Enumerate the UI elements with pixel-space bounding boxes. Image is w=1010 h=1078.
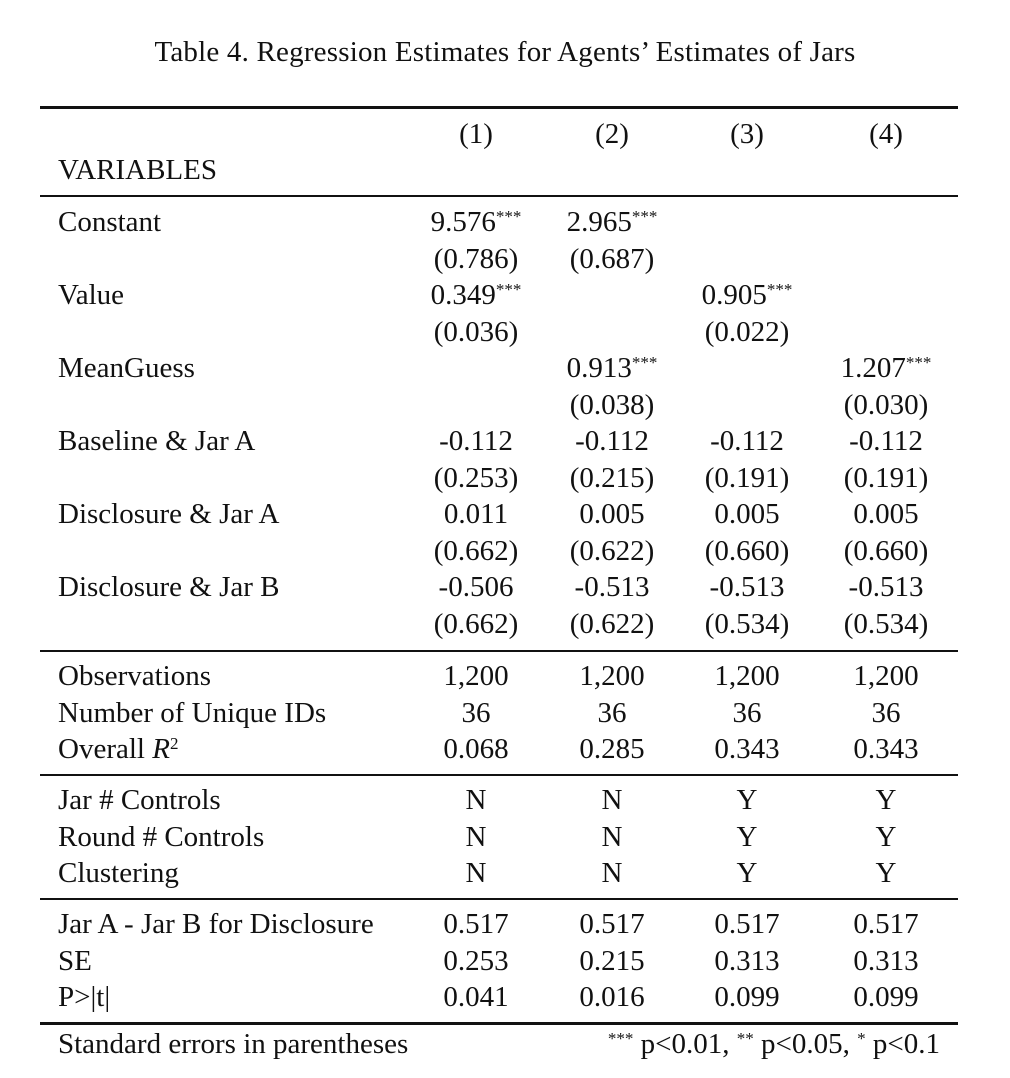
value-cell: 0.517 xyxy=(443,908,509,940)
standard-error-cell: (0.660) xyxy=(704,534,790,567)
row-label: Disclosure & Jar A xyxy=(58,498,280,530)
standard-error-cell: (0.030) xyxy=(843,388,929,421)
coefficient-cell: -0.112 xyxy=(710,425,784,457)
standard-error-cell: (0.622) xyxy=(569,607,655,640)
standard-error-cell: (0.253) xyxy=(433,461,519,494)
coefficient-cell: 0.011 xyxy=(443,498,509,530)
standard-error-cell: (0.660) xyxy=(843,534,929,567)
column-header-2: (2) xyxy=(595,118,629,150)
coefficient-cell: 0.005 xyxy=(714,498,780,530)
value-cell: 0.253 xyxy=(443,944,509,977)
value-cell: 0.313 xyxy=(714,944,780,977)
row-label: Jar # Controls xyxy=(58,784,221,816)
footnote-standard-errors: Standard errors in parentheses xyxy=(58,1028,409,1060)
value-cell: 0.517 xyxy=(714,908,780,940)
bottom-rule xyxy=(40,1022,958,1025)
coefficient-cell: 0.005 xyxy=(579,498,645,530)
row-label: Clustering xyxy=(58,857,179,889)
value-cell: Y xyxy=(736,784,758,816)
footnote-stars: *** xyxy=(607,1029,634,1048)
value-cell: 0.068 xyxy=(443,733,509,765)
value-cell: Y xyxy=(736,857,758,889)
standard-error-cell: (0.662) xyxy=(433,607,519,640)
value-cell: 1,200 xyxy=(443,660,509,692)
value-cell: 1,200 xyxy=(714,660,780,692)
row-label: Observations xyxy=(58,660,212,692)
significance-stars: *** xyxy=(631,207,658,226)
coefficient-cell: -0.513 xyxy=(709,571,785,603)
value-cell: 0.016 xyxy=(579,981,645,1013)
value-cell: 0.215 xyxy=(579,944,645,977)
value-cell: 0.099 xyxy=(714,981,780,1013)
coefficient-cell: 0.005 xyxy=(853,498,919,530)
row-label: Round # Controls xyxy=(58,820,265,853)
standard-error-cell: (0.191) xyxy=(843,461,929,494)
standard-error-cell: (0.215) xyxy=(569,461,655,494)
value-cell: 0.285 xyxy=(579,733,645,765)
value-cell: 0.517 xyxy=(579,908,645,940)
footnote-threshold: p<0.05, xyxy=(753,1028,858,1060)
value-cell: 1,200 xyxy=(853,660,919,692)
standard-error-cell: (0.191) xyxy=(704,461,790,494)
standard-error-cell: (0.022) xyxy=(704,315,790,348)
row-label: Disclosure & Jar B xyxy=(58,571,280,603)
row-label: Jar A - Jar B for Disclosure xyxy=(58,908,374,940)
value-cell: Y xyxy=(875,857,897,889)
significance-stars: *** xyxy=(766,280,793,299)
footnote-threshold: p<0.01, xyxy=(633,1028,737,1060)
value-cell: 1,200 xyxy=(579,660,645,692)
coefficient-cell: 0.905*** xyxy=(701,279,793,311)
significance-stars: *** xyxy=(905,353,932,372)
column-header-4: (4) xyxy=(869,118,903,150)
column-header-3: (3) xyxy=(730,118,764,150)
controls-rule xyxy=(40,898,958,900)
standard-error-cell: (0.038) xyxy=(569,388,655,421)
coefficient-cell: -0.513 xyxy=(574,571,650,603)
r-squared-exponent: 2 xyxy=(169,734,179,753)
coefficient-cell: -0.112 xyxy=(849,425,923,457)
value-cell: Y xyxy=(875,820,897,853)
footnote-stars: ** xyxy=(736,1029,754,1048)
standard-error-cell: (0.687) xyxy=(569,242,655,275)
value-cell: 36 xyxy=(597,696,627,729)
value-cell: 0.099 xyxy=(853,981,919,1013)
row-label: Value xyxy=(58,279,125,311)
coefficient-cell: 2.965*** xyxy=(566,206,658,238)
value-cell: N xyxy=(465,857,487,889)
column-header-1: (1) xyxy=(459,118,493,150)
value-cell: 36 xyxy=(732,696,762,729)
standard-error-cell: (0.036) xyxy=(433,315,519,348)
row-label: Number of Unique IDs xyxy=(58,696,327,729)
row-label: Constant xyxy=(58,206,162,238)
row-label: MeanGuess xyxy=(58,352,195,384)
coefficient-cell: -0.112 xyxy=(575,425,649,457)
coefficient-cell: 0.349*** xyxy=(430,279,522,311)
value-cell: N xyxy=(601,784,623,816)
coefficient-cell: -0.506 xyxy=(438,571,514,603)
row-label: P>|t| xyxy=(58,981,111,1013)
row-label: SE xyxy=(58,944,92,977)
coefficient-cell: 1.207*** xyxy=(840,352,932,384)
row-label: Overall $R^2$ xyxy=(58,733,179,765)
coefficient-cell: 9.576*** xyxy=(430,206,522,238)
r-squared-symbol: R xyxy=(152,733,170,765)
row-label: Baseline & Jar A xyxy=(58,425,256,457)
coefficient-cell: 0.913*** xyxy=(566,352,658,384)
stats-rule xyxy=(40,774,958,776)
value-cell: 36 xyxy=(871,696,901,729)
coef-rule xyxy=(40,650,958,652)
standard-error-cell: (0.662) xyxy=(433,534,519,567)
variables-header: VARIABLES xyxy=(58,154,217,186)
footnote-stars: * xyxy=(857,1029,866,1048)
significance-stars: *** xyxy=(495,207,522,226)
standard-error-cell: (0.786) xyxy=(433,242,519,275)
value-cell: Y xyxy=(875,784,897,816)
standard-error-cell: (0.622) xyxy=(569,534,655,567)
value-cell: N xyxy=(465,820,487,853)
value-cell: 0.517 xyxy=(853,908,919,940)
value-cell: Y xyxy=(736,820,758,853)
value-cell: N xyxy=(601,820,623,853)
value-cell: 0.343 xyxy=(714,733,780,765)
top-rule xyxy=(40,106,958,109)
standard-error-cell: (0.534) xyxy=(704,607,790,640)
value-cell: N xyxy=(465,784,487,816)
value-cell: 0.313 xyxy=(853,944,919,977)
header-rule xyxy=(40,195,958,197)
footnote-threshold: p<0.1 xyxy=(865,1028,940,1060)
significance-stars: *** xyxy=(495,280,522,299)
table-caption: Table 4. Regression Estimates for Agents’ Estimates of Jars xyxy=(154,36,856,68)
value-cell: N xyxy=(601,857,623,889)
coefficient-cell: -0.112 xyxy=(439,425,513,457)
coefficient-cell: -0.513 xyxy=(848,571,924,603)
value-cell: 0.041 xyxy=(443,981,509,1013)
standard-error-cell: (0.534) xyxy=(843,607,929,640)
significance-stars: *** xyxy=(631,353,658,372)
footnote-significance xyxy=(608,1026,940,1062)
value-cell: 36 xyxy=(461,696,491,729)
value-cell: 0.343 xyxy=(853,733,919,765)
